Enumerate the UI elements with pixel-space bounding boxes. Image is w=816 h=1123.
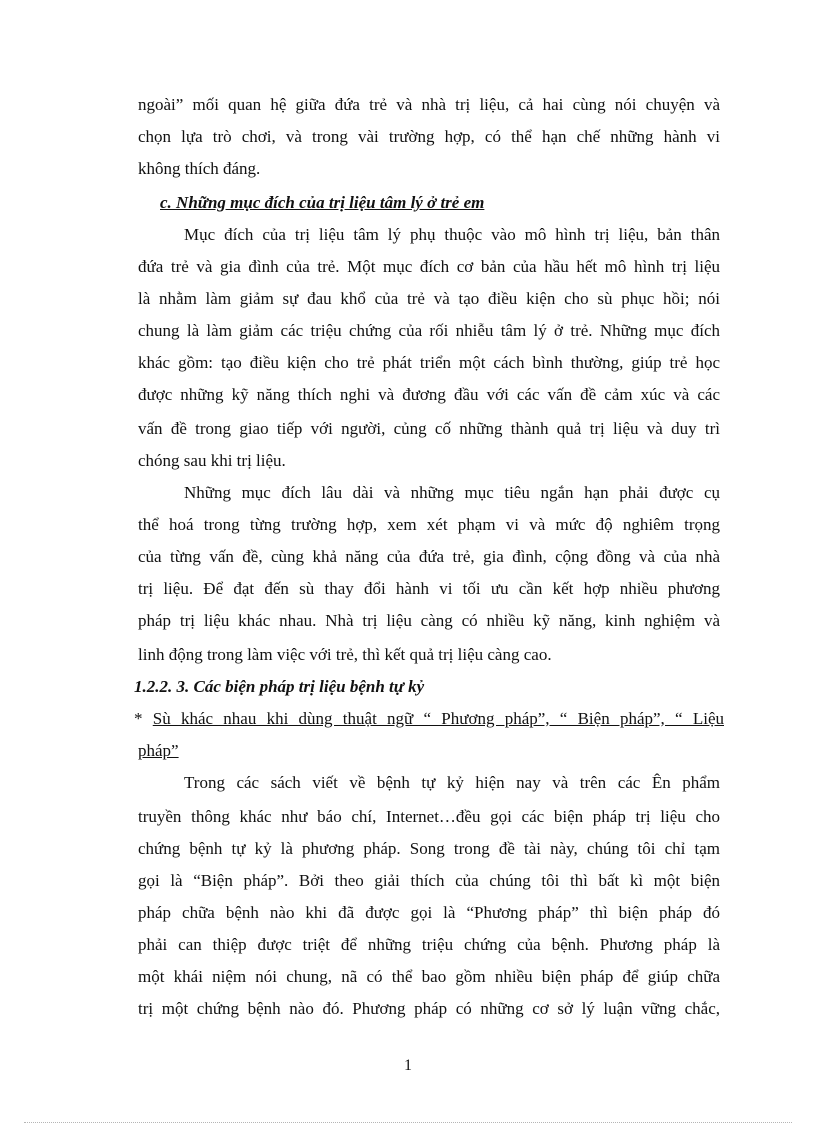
subheading — [134, 708, 724, 730]
paragraph-3-line: chứng bệnh tự kỷ là phương pháp. Song trong đề tài này, chúng tôi chỉ tạm — [138, 839, 720, 858]
paragraph-2-line: Những mục đích lâu dài và những mục tiêu ngắn hạn phải được cụ — [184, 483, 720, 502]
subheading-text-line-2: pháp” — [138, 741, 179, 760]
paragraph-3-line: một khái niệm nói chung, nã có thể bao gồm nhiều biện pháp để giúp chữa — [138, 967, 720, 986]
subheading-text: Sù khác nhau khi dùng thuật ngữ “ Phương pháp”, “ Biện pháp”, “ Liệu — [152, 709, 724, 728]
paragraph-1-line: đứa trẻ và gia đình của trẻ. Một mục đích cơ bản của hầu hết mô hình trị liệu — [138, 257, 720, 276]
paragraph-1-line: chóng sau khi trị liệu. — [138, 451, 286, 470]
paragraph-3-line: phải can thiệp được triệt để những triệu chứng của bệnh. Phương pháp là — [138, 935, 720, 954]
intro-line: không thích đáng. — [138, 159, 261, 178]
paragraph-2-line: linh động trong làm việc với trẻ, thì kết quả trị liệu càng cao. — [138, 645, 552, 664]
paragraph-3-line: trị một chứng bệnh nào đó. Phương pháp có những cơ sở lý luận vững chắc, — [138, 999, 720, 1018]
section-heading: 1.2.2. 3. Các biện pháp trị liệu bệnh tự kỷ — [134, 677, 425, 696]
subheading-prefix: * — [134, 709, 153, 728]
paragraph-1-line: chung là làm giảm các triệu chứng của rối nhiễu tâm lý ở trẻ. Những mục đích — [138, 321, 720, 340]
intro-line: ngoài” mối quan hệ giữa đứa trẻ và nhà trị liệu, cả hai cùng nói chuyện và — [138, 95, 720, 114]
paragraph-2-line: của từng vấn đề, cùng khả năng của đứa trẻ, gia đình, cộng đồng và của nhà — [138, 547, 720, 566]
heading-c: c. Những mục đích của trị liệu tâm lý ở trẻ em — [160, 193, 485, 212]
paragraph-2-line: thể hoá trong từng trường hợp, xem xét phạm vi và mức độ nghiêm trọng — [138, 515, 720, 534]
page-number: 1 — [404, 1057, 412, 1074]
paragraph-1-line: khác gồm: tạo điều kiện cho trẻ phát triển một cách bình thường, giúp trẻ học — [138, 353, 720, 372]
paragraph-1-line: được những kỹ năng thích nghi và đương đầu với các vấn đề cảm xúc và các — [138, 385, 720, 404]
paragraph-3-line: pháp chữa bệnh nào khi đã được gọi là “Phương pháp” thì biện pháp đó — [138, 903, 720, 922]
paragraph-2-line: trị liệu. Để đạt đến sù thay đổi hành vi tối ưu cần kết hợp nhiều phương — [138, 579, 720, 598]
paragraph-2-line: pháp trị liệu khác nhau. Nhà trị liệu càng có nhiều kỹ năng, kinh nghiệm và — [138, 611, 720, 630]
paragraph-1-line: là nhằm làm giảm sự đau khổ của trẻ và tạo điều kiện cho sù phục hồi; nói — [138, 289, 720, 308]
subheading-continuation — [138, 740, 720, 762]
intro-line: chọn lựa trò chơi, và trong vài trường hợp, có thể hạn chế những hành vi — [138, 127, 720, 146]
paragraph-3-line: Trong các sách viết về bệnh tự kỷ hiện nay và trên các Ên phẩm — [184, 773, 720, 792]
paragraph-3-line: gọi là “Biện pháp”. Bởi theo giải thích của chúng tôi thì bất kì một biện — [138, 871, 720, 890]
paragraph-3-line: truyền thông khác như báo chí, Internet…đều gọi các biện pháp trị liệu cho — [138, 807, 720, 826]
paragraph-1-line: vấn đề trong giao tiếp với người, củng cố những thành quả trị liệu và duy trì — [138, 419, 720, 438]
paragraph-1-line: Mục đích của trị liệu tâm lý phụ thuộc vào mô hình trị liệu, bản thân — [184, 225, 720, 244]
